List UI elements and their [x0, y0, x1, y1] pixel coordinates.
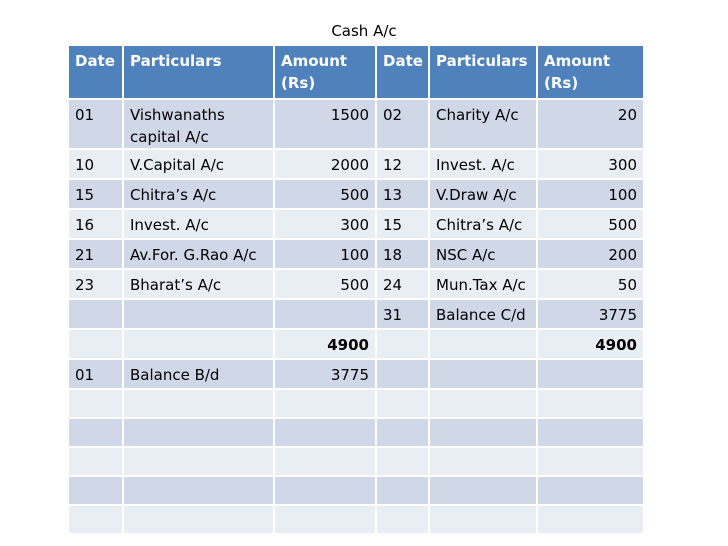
header-date-debit: Date	[68, 45, 123, 99]
credit-date-cell: 24	[376, 269, 429, 299]
table-row	[68, 476, 644, 505]
credit-particulars-cell	[429, 418, 537, 447]
debit-amount-cell: 100	[274, 239, 376, 269]
table-row	[68, 447, 644, 476]
credit-particulars-cell: Mun.Tax A/c	[429, 269, 537, 299]
header-row	[68, 45, 644, 99]
debit-particulars-cell: Chitra’s A/c	[123, 179, 274, 209]
credit-date-cell	[376, 359, 429, 389]
debit-particulars-cell	[123, 299, 274, 329]
debit-amount-cell: 300	[274, 209, 376, 239]
credit-particulars-cell	[429, 447, 537, 476]
credit-amount-cell	[537, 505, 644, 534]
header-particulars-credit: Particulars	[429, 45, 537, 99]
debit-date-cell	[68, 447, 123, 476]
debit-particulars-cell	[123, 505, 274, 534]
debit-amount-cell	[274, 447, 376, 476]
debit-date-cell: 21	[68, 239, 123, 269]
credit-date-cell	[376, 418, 429, 447]
credit-amount-cell	[537, 447, 644, 476]
debit-particulars-cell: Balance B/d	[123, 359, 274, 389]
debit-date-cell: 01	[68, 359, 123, 389]
table-row	[68, 239, 644, 269]
debit-date-cell	[68, 476, 123, 505]
debit-amount-cell: 500	[274, 179, 376, 209]
credit-amount-cell	[537, 476, 644, 505]
debit-particulars-cell	[123, 329, 274, 359]
credit-amount-cell: 300	[537, 149, 644, 179]
ledger-title: Cash A/c	[331, 22, 397, 40]
credit-particulars-cell: V.Draw A/c	[429, 179, 537, 209]
debit-date-cell: 01	[68, 99, 123, 149]
table-row	[68, 149, 644, 179]
credit-date-cell: 31	[376, 299, 429, 329]
ledger-body	[68, 99, 644, 534]
credit-date-cell	[376, 505, 429, 534]
debit-amount-cell	[274, 476, 376, 505]
credit-particulars-cell: Chitra’s A/c	[429, 209, 537, 239]
credit-amount-cell: 20	[537, 99, 644, 149]
debit-particulars-cell	[123, 476, 274, 505]
credit-particulars-cell: Invest. A/c	[429, 149, 537, 179]
credit-date-cell: 15	[376, 209, 429, 239]
cash-ledger-table	[67, 44, 645, 535]
credit-amount-cell: 3775	[537, 299, 644, 329]
credit-date-cell	[376, 476, 429, 505]
debit-amount-cell: 4900	[274, 329, 376, 359]
credit-amount-cell: 500	[537, 209, 644, 239]
debit-amount-cell: 3775	[274, 359, 376, 389]
debit-amount-cell: 500	[274, 269, 376, 299]
debit-amount-cell	[274, 299, 376, 329]
table-row	[68, 269, 644, 299]
credit-amount-cell: 100	[537, 179, 644, 209]
debit-amount-cell	[274, 418, 376, 447]
debit-particulars-cell: Bharat’s A/c	[123, 269, 274, 299]
table-row	[68, 359, 644, 389]
debit-amount-cell	[274, 505, 376, 534]
credit-amount-cell	[537, 418, 644, 447]
credit-date-cell: 18	[376, 239, 429, 269]
credit-date-cell: 13	[376, 179, 429, 209]
credit-date-cell	[376, 447, 429, 476]
debit-particulars-cell	[123, 447, 274, 476]
debit-date-cell: 15	[68, 179, 123, 209]
header-amount-debit: Amount (Rs)	[274, 45, 376, 99]
debit-amount-cell: 2000	[274, 149, 376, 179]
debit-particulars-cell	[123, 389, 274, 418]
debit-amount-cell	[274, 389, 376, 418]
debit-particulars-cell: Invest. A/c	[123, 209, 274, 239]
debit-particulars-cell: V.Capital A/c	[123, 149, 274, 179]
totals-row	[68, 329, 644, 359]
table-row	[68, 299, 644, 329]
debit-amount-cell: 1500	[274, 99, 376, 149]
table-row	[68, 179, 644, 209]
header-date-credit: Date	[376, 45, 429, 99]
header-amount-credit: Amount (Rs)	[537, 45, 644, 99]
credit-particulars-cell: NSC A/c	[429, 239, 537, 269]
debit-date-cell	[68, 418, 123, 447]
debit-date-cell: 10	[68, 149, 123, 179]
credit-amount-cell	[537, 389, 644, 418]
credit-particulars-cell	[429, 389, 537, 418]
credit-amount-cell	[537, 359, 644, 389]
debit-date-cell	[68, 505, 123, 534]
debit-particulars-cell: Vishwanaths capital A/c	[123, 99, 274, 149]
credit-particulars-cell: Charity A/c	[429, 99, 537, 149]
table-row	[68, 99, 644, 149]
debit-date-cell	[68, 389, 123, 418]
debit-particulars-cell: Av.For. G.Rao A/c	[123, 239, 274, 269]
credit-amount-cell: 4900	[537, 329, 644, 359]
credit-date-cell	[376, 329, 429, 359]
header-particulars-debit: Particulars	[123, 45, 274, 99]
table-row	[68, 389, 644, 418]
credit-particulars-cell	[429, 476, 537, 505]
credit-date-cell: 12	[376, 149, 429, 179]
table-row	[68, 209, 644, 239]
debit-date-cell: 16	[68, 209, 123, 239]
credit-amount-cell: 200	[537, 239, 644, 269]
debit-date-cell	[68, 329, 123, 359]
credit-particulars-cell	[429, 329, 537, 359]
credit-date-cell: 02	[376, 99, 429, 149]
table-row	[68, 505, 644, 534]
debit-date-cell: 23	[68, 269, 123, 299]
debit-particulars-cell	[123, 418, 274, 447]
debit-date-cell	[68, 299, 123, 329]
credit-date-cell	[376, 389, 429, 418]
credit-particulars-cell: Balance C/d	[429, 299, 537, 329]
table-row	[68, 418, 644, 447]
credit-particulars-cell	[429, 359, 537, 389]
credit-amount-cell: 50	[537, 269, 644, 299]
credit-particulars-cell	[429, 505, 537, 534]
